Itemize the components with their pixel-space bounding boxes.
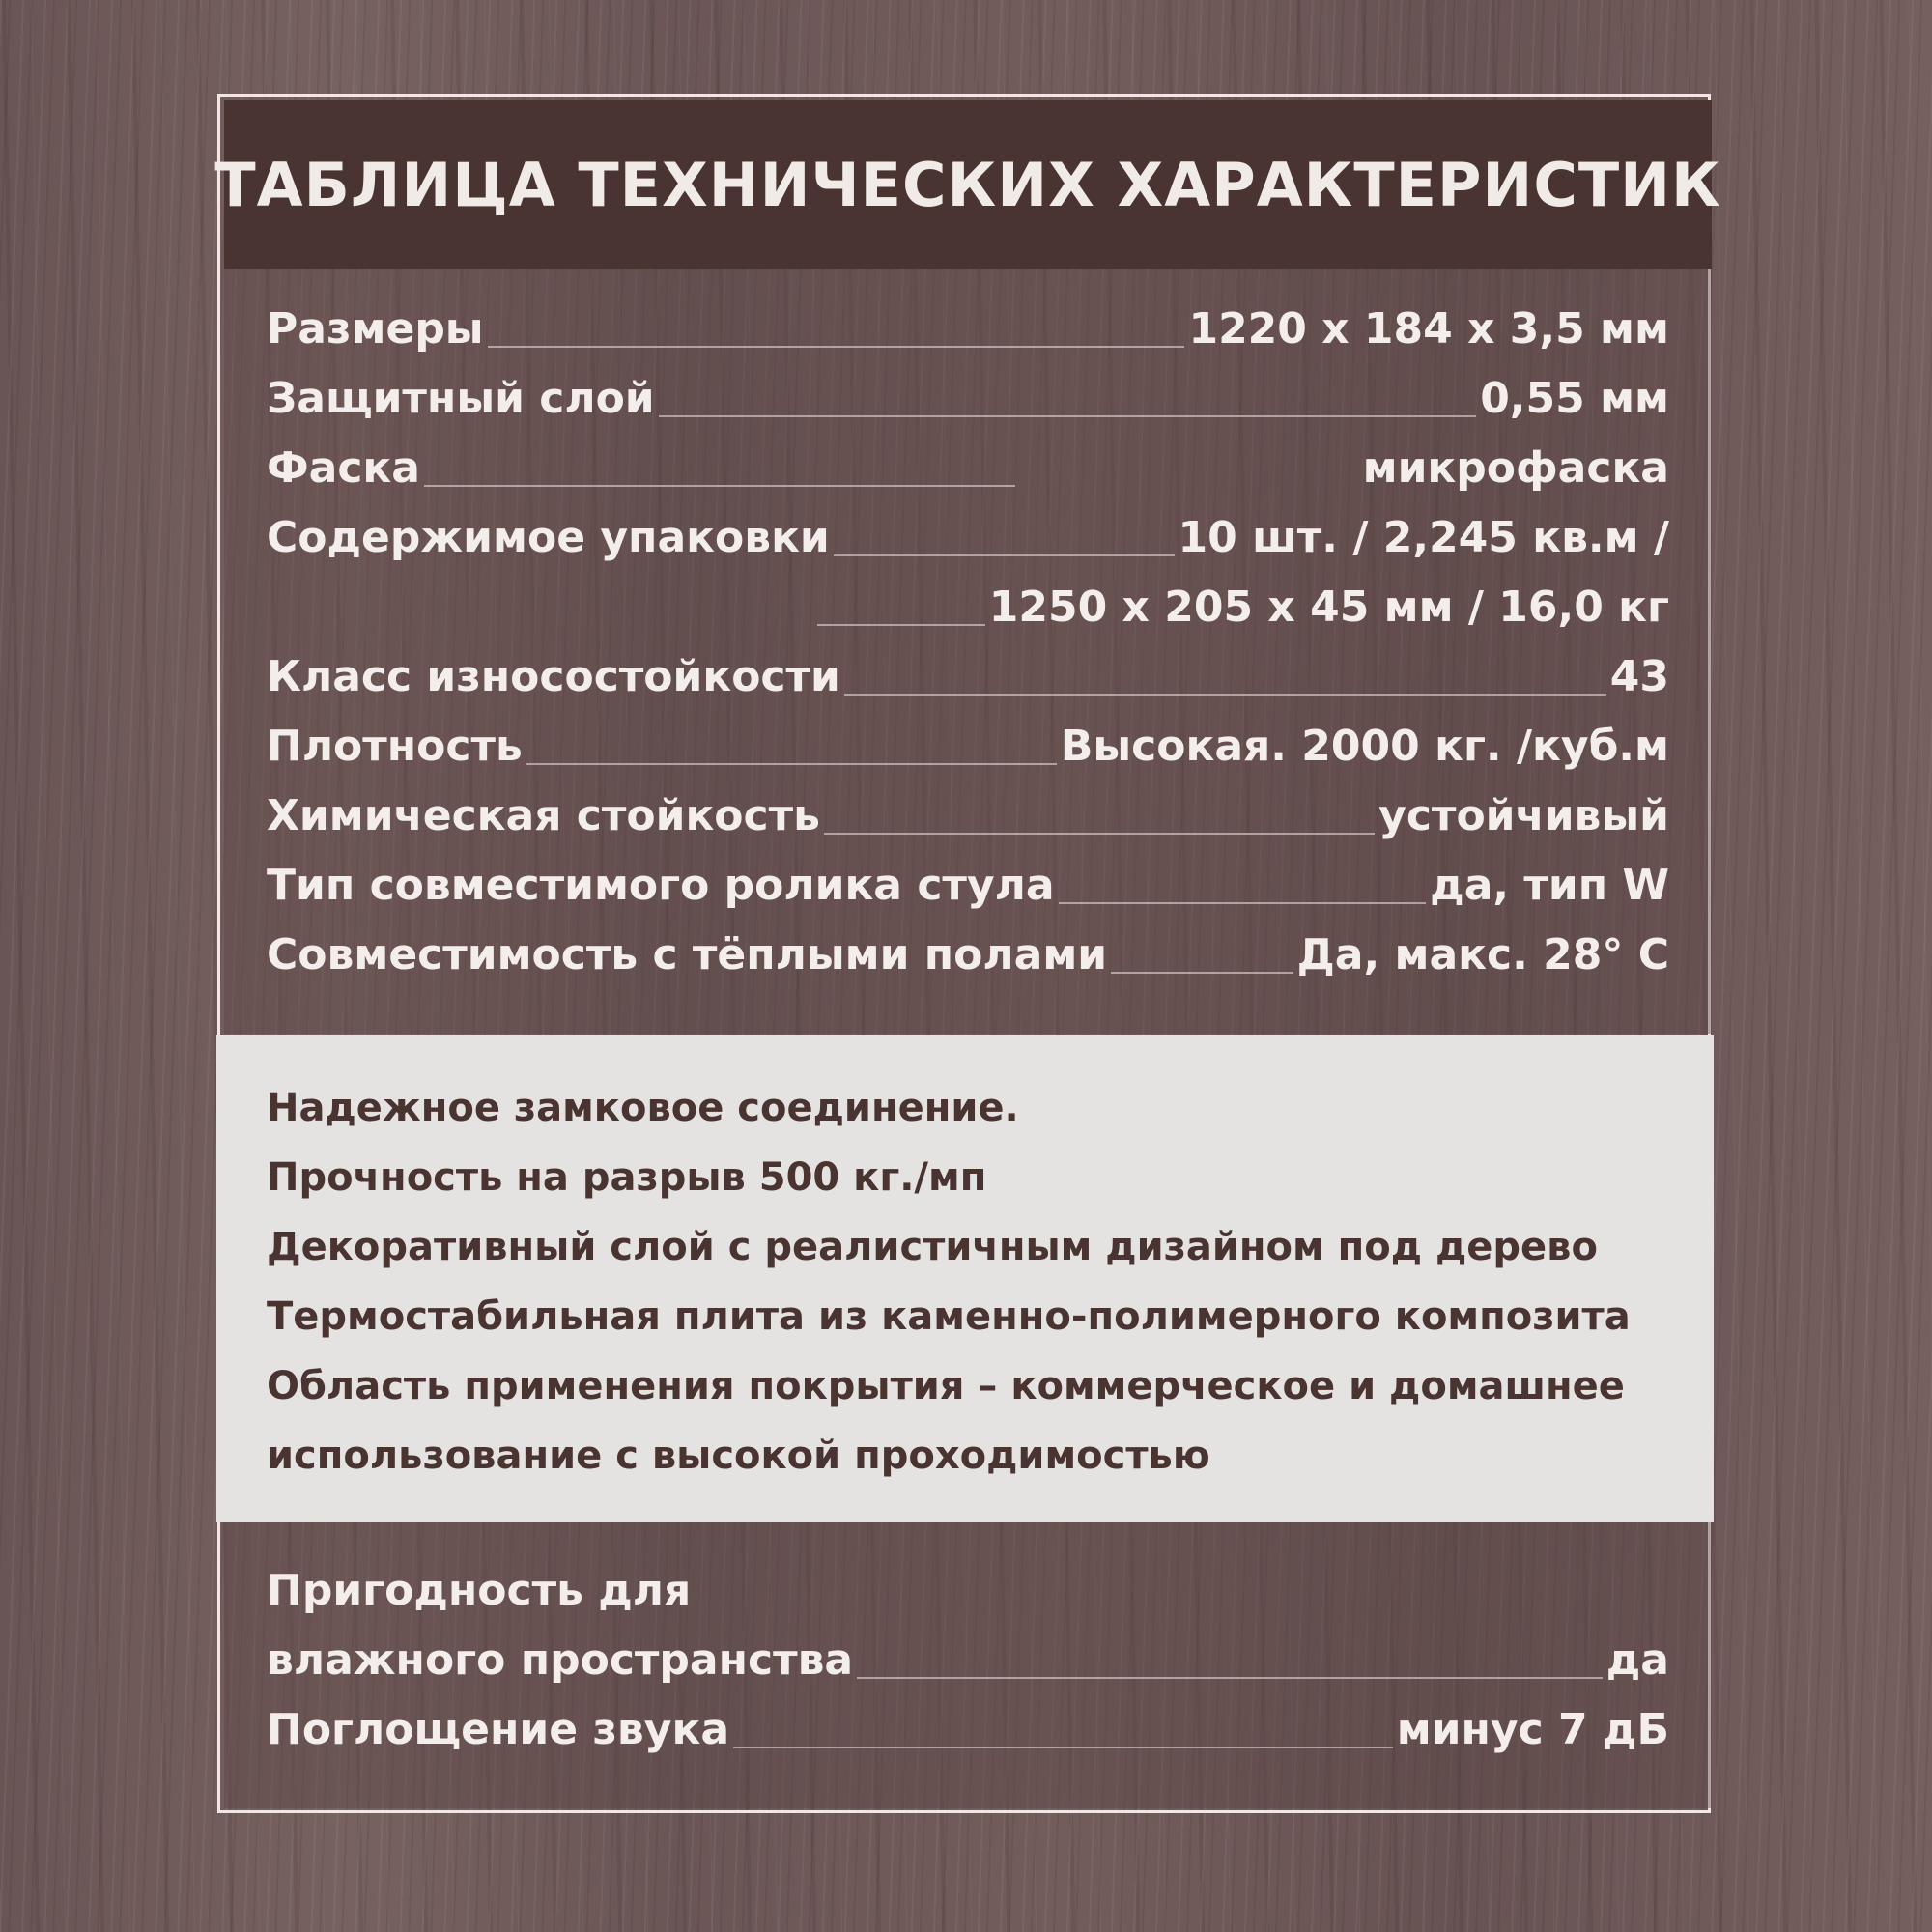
spec-row-dimensions — [267, 294, 1669, 363]
spec-value: 1250 x 205 x 45 мм / 16,0 кг — [988, 582, 1669, 632]
spec-row-bevel — [267, 433, 1669, 502]
spec-label: Защитный слой — [267, 374, 655, 423]
spec-label: Совместимость с тёплыми полами — [267, 930, 1108, 980]
spec-row-protective-layer — [267, 363, 1669, 433]
page-title: ТАБЛИЦА ТЕХНИЧЕСКИХ ХАРАКТЕРИСТИК — [214, 149, 1721, 220]
dot-leader — [488, 346, 1185, 348]
spec-label: влажного пространства — [267, 1635, 854, 1685]
dot-leader — [1111, 972, 1293, 974]
spec-value: Да, макс. 28° С — [1296, 930, 1669, 980]
bottom-specs-list — [267, 1555, 1669, 1764]
spec-value: микрофаска — [1362, 443, 1669, 493]
spec-row-package-contents-cont — [267, 572, 1669, 641]
spec-value: да, тип W — [1430, 861, 1669, 910]
dot-leader — [424, 485, 1015, 487]
spec-row-underfloor-heating — [267, 920, 1669, 989]
spec-row-sound-absorption — [267, 1694, 1669, 1764]
spec-label: Химическая стойкость — [267, 791, 820, 840]
dot-leader — [817, 624, 985, 626]
dot-leader — [844, 694, 1606, 696]
features-list — [267, 1073, 1677, 1491]
feature-line: Термостабильная плита из каменно-полимерного композита — [267, 1294, 1631, 1339]
spec-value: минус 7 дБ — [1396, 1705, 1669, 1754]
features-panel — [216, 1035, 1714, 1522]
spec-value: 43 — [1609, 652, 1669, 701]
spec-value: устойчивый — [1378, 791, 1669, 840]
spec-row-density — [267, 711, 1669, 781]
spec-row-chair-caster — [267, 850, 1669, 920]
spec-label: Размеры — [267, 304, 484, 354]
dot-leader — [857, 1677, 1603, 1679]
dot-leader — [659, 415, 1477, 417]
spec-label: Содержимое упаковки — [267, 513, 830, 562]
dot-leader — [834, 554, 1175, 556]
spec-label: Пригодность для — [267, 1566, 692, 1615]
feature-line: Прочность на разрыв 500 кг./мп — [267, 1155, 987, 1200]
spec-label: Фаска — [267, 443, 420, 493]
dot-leader — [526, 763, 1057, 765]
spec-label: Класс износостойкости — [267, 652, 840, 701]
specs-list — [267, 294, 1669, 989]
spec-label: Поглощение звука — [267, 1705, 730, 1754]
dot-leader — [1059, 902, 1427, 904]
spec-value: 1220 x 184 x 3,5 мм — [1188, 304, 1669, 354]
spec-row-moisture — [267, 1625, 1669, 1694]
spec-value: да — [1605, 1635, 1669, 1685]
spec-row-wear-class — [267, 641, 1669, 711]
spec-value: 0,55 мм — [1480, 374, 1669, 423]
title-banner — [214, 100, 1721, 269]
feature-line: использование с высокой проходимостью — [267, 1434, 1210, 1478]
feature-line: Надежное замковое соединение. — [267, 1086, 1019, 1130]
spec-label: Плотность — [267, 722, 523, 771]
spec-row-chemical-resistance — [267, 781, 1669, 850]
spec-value: Высокая. 2000 кг. /куб.м — [1060, 722, 1669, 771]
dot-leader — [824, 833, 1375, 835]
spec-label: Тип совместимого ролика стула — [267, 861, 1055, 910]
spec-value: 10 шт. / 2,245 кв.м / — [1178, 513, 1669, 562]
feature-line: Область применения покрытия – коммерческое и домашнее — [267, 1364, 1625, 1408]
spec-row-package-contents — [267, 502, 1669, 572]
dot-leader — [733, 1747, 1393, 1748]
feature-line: Декоративный слой с реалистичным дизайном под дерево — [267, 1225, 1598, 1269]
spec-row-moisture-heading — [267, 1555, 1669, 1625]
